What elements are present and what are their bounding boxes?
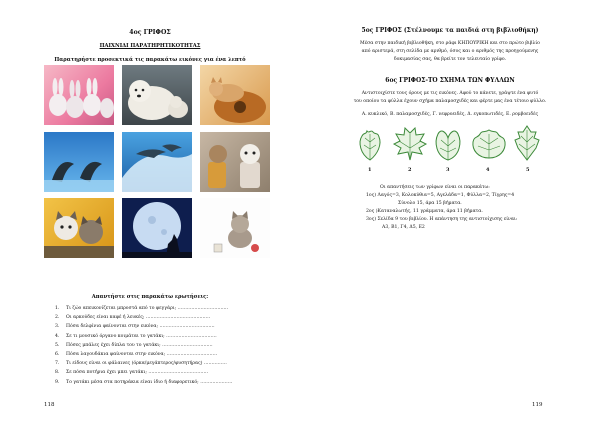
questions-list (55, 306, 232, 389)
leaf-1-icon (356, 126, 384, 164)
leaf-3-icon (432, 124, 464, 164)
list-item: 4. Σε τι μουσικό όργανο κοιμάται το γατάκι; …………………………… (55, 333, 217, 339)
observation-instruction: Παρατηρήστε προσεκτικά τις παρακάτω εικόνες για ένα λεπτό (54, 57, 246, 63)
list-item: 2. Οι αρκούδες είναι καφέ ή λευκές; …………………………………… (55, 315, 211, 321)
moon-wolf-photo (122, 198, 192, 258)
leaf-number-4: 4 (486, 167, 490, 173)
list-item: 8. Σε πόσα ποτήρια έχει μπει γατάκι; ………………………………… (55, 370, 209, 376)
leaf-2-icon (392, 124, 428, 164)
leaf-5-icon (512, 124, 542, 164)
answers-title: Οι απαντήσεις των γρίφων είναι οι παρακάτω: (380, 185, 490, 190)
list-item: 9. Το γατάκι μέσα στα ποτηράκια είναι ίδιο ή διαφορετικό; ………………… (55, 379, 233, 385)
kitten-dice-photo (200, 198, 270, 258)
list-item: 3. Πόσα δελφίνια φαίνονται στην εικόνα; ……………………………… (55, 324, 215, 330)
list-item: 1. Τι ζώο απεικονίζεται μπροστά από το φεγγάρι; …………………………… (55, 306, 229, 311)
page-number: 119 (532, 402, 543, 408)
answer-line: Σύνολο 15, άρα 15 βήματα. (398, 201, 462, 206)
riddle-6-heading: 6ος ΓΡΙΦΟΣ-ΤΟ ΣΧΗΜΑ ΤΩΝ ΦΥΛΛΩΝ (385, 77, 515, 84)
answer-line: 2ος )Καταναλωτής, 11 γράμματα, άρα 11 βήματα. (366, 209, 483, 214)
right-page (300, 0, 600, 440)
cat-guitar-photo (200, 65, 270, 125)
leaf-4-icon (470, 126, 508, 162)
dolphin-wave-photo (122, 132, 192, 192)
riddle-5-heading: 5ος ΓΡΙΦΟΣ (Στέλνουμε τα παιδιά στη βιβλιοθήκη) (361, 27, 539, 34)
answer-line: Α3, Β1, Γ4, Δ5, Ε2 (382, 225, 425, 230)
cat-dog-photo (200, 132, 270, 192)
leaf-terms: Α. κυκλικό, Β. παλαμοσχιδές, Γ. νεφροειδές, Δ. εγκοπωτιδές, Ε. ρομβοειδές (361, 112, 539, 117)
riddle-5-line: από αριστερά, στη σελίδα με αριθμό, όσος και ο αριθμός της προηγούμενης (361, 49, 539, 54)
riddle-6-line: Αντιστοιχίστε τους όρους με τις εικόνες. Αφού το κάνετε, γράψτε ένα φυτό (361, 91, 539, 96)
questions-title: Απαντήστε στις παρακάτω ερωτήσεις: (91, 294, 209, 300)
dolphins-leaping-photo (44, 132, 114, 192)
polar-bear-photo (122, 65, 192, 125)
leaf-number-5: 5 (526, 167, 530, 173)
kittens-photo (44, 198, 114, 258)
leaf-number-2: 2 (408, 167, 412, 173)
list-item: 6. Πόσα λαγουδάκια φαίνονται στην εικόνα; …………………………… (55, 351, 218, 357)
answer-line: 3ος) Σελίδα 9 του βιβλίου. Η απάντηση της αντιστοίχισης είναι: (366, 217, 518, 222)
leaf-number-3: 3 (446, 167, 450, 173)
game-subheading: ΠΑΙΧΝΙΔΙ ΠΑΡΑΤΗΡΗΤΙΚΟΤΗΤΑΣ (99, 43, 201, 49)
list-item: 7. Τι είδους είναι οι φάλαινες (όρκα/μεγάπτερος/φυσητήρας) …………… (55, 361, 227, 367)
page-number: 118 (44, 402, 55, 408)
riddle-6-line: του οποίου τα φύλλα έχουν σχήμα παλαμοσχιδές και φέρτε μας ένα τέτοιο φύλλο. (353, 99, 547, 104)
riddle-5-line: δοκιμασίας σας, θα βρείτε τον τελευταίο γρίφο. (393, 57, 507, 62)
riddle-4-heading: 4ος ΓΡΙΦΟΣ (129, 29, 171, 36)
bunnies-photo (44, 65, 114, 125)
riddle-5-line: Μέσα στην παιδική βιβλιοθήκη, στο ράφι ΚΗΠΟΥΡΙΚΗ και στο πρώτο βιβλίο (360, 41, 540, 46)
list-item: 5. Πόσες μπάλες έχει δίπλα του το γατάκι; …………………………… (55, 342, 213, 348)
leaf-number-1: 1 (368, 167, 372, 173)
answer-line: 1ος) Λαγός=3, Κολοκύθια=5, Αγελάδα=1, Φύλλα=2, Τίγρης=4 (366, 193, 515, 198)
